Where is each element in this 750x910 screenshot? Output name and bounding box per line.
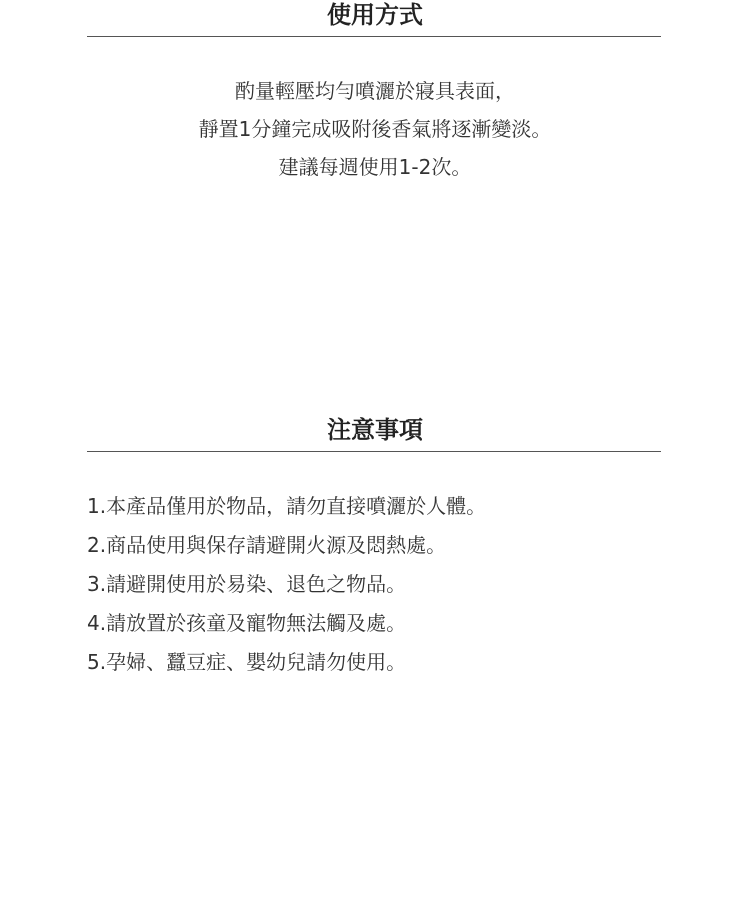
usage-line: 靜置1分鐘完成吸附後香氣將逐漸變淡。 xyxy=(198,117,552,141)
usage-line: 酌量輕壓均勻噴灑於寢具表面， xyxy=(235,79,515,103)
note-item: 2.商品使用與保存請避開火源及悶熱處。 xyxy=(87,533,447,557)
usage-line: 建議每週使用1-2次。 xyxy=(278,155,472,179)
usage-instructions xyxy=(0,72,750,186)
note-item: 4.請放置於孩童及寵物無法觸及處。 xyxy=(87,611,407,635)
notes-list xyxy=(87,487,727,682)
note-item: 1.本產品僅用於物品，請勿直接噴灑於人體。 xyxy=(87,494,487,518)
usage-divider xyxy=(87,36,661,37)
note-item: 5.孕婦、蠶豆症、嬰幼兒請勿使用。 xyxy=(87,650,407,674)
usage-section-title: 使用方式 xyxy=(327,1,423,29)
note-item: 3.請避開使用於易染、退色之物品。 xyxy=(87,572,407,596)
notes-divider xyxy=(87,451,661,452)
notes-section-title: 注意事項 xyxy=(327,416,423,444)
